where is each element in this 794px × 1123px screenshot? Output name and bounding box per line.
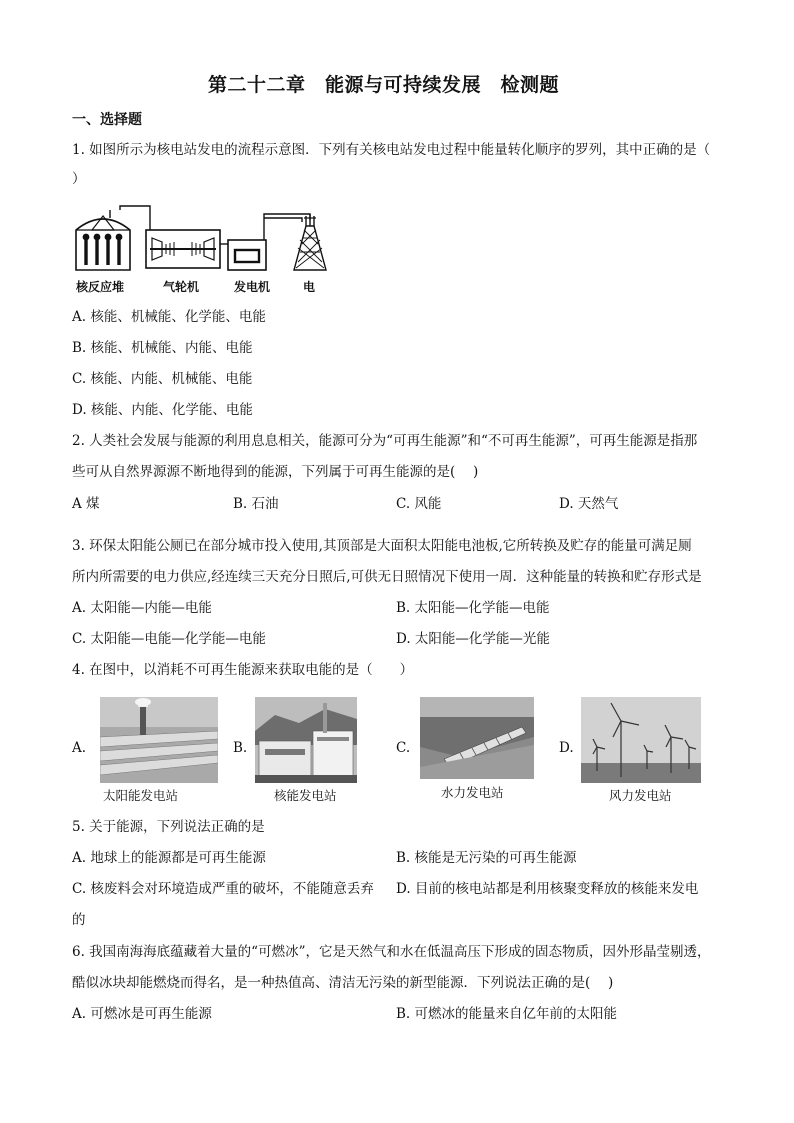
q3-option-c[interactable]: C. 太阳能—电能—化学能—电能 (72, 631, 266, 647)
hydro-plant-photo[interactable] (420, 697, 534, 779)
diagram-label-turbine: 气轮机 (163, 280, 200, 294)
q1-option-d[interactable]: D. 核能、内能、化学能、电能 (72, 402, 253, 418)
q2-stem-line2: 些可从自然界源源不断地得到的能源，下列属于可再生能源的是( ) (72, 464, 479, 480)
q5-option-b[interactable]: B. 核能是无污染的可再生能源 (396, 850, 577, 866)
page-title: 第二十二章 能源与可持续发展 检测题 (208, 74, 560, 96)
q5-option-c[interactable]: C. 核废料会对环境造成严重的破坏，不能随意丢弃 (72, 881, 374, 897)
q5-option-d-continuation: 的 (72, 912, 86, 928)
diagram-label-electricity: 电 (303, 280, 316, 294)
q5-option-a[interactable]: A. 地球上的能源都是可再生能源 (72, 850, 266, 866)
q1-option-c[interactable]: C. 核能、内能、机械能、电能 (72, 371, 253, 387)
q3-stem-line2: 所内所需要的电力供应,经连续三天充分日照后,可供无日照情况下使用一周．这种能量的转换和贮存形式是 (72, 569, 702, 585)
q4-caption-b: 核能发电站 (274, 788, 337, 803)
diagram-label-reactor: 核反应堆 (76, 280, 125, 294)
q6-stem-line2: 酷似冰块却能燃烧而得名，是一种热值高、清洁无污染的新型能源．下列说法正确的是( ) (72, 975, 614, 991)
nuclear-plant-photo[interactable] (255, 697, 357, 783)
q2-option-c[interactable]: C. 风能 (396, 496, 442, 512)
solar-plant-photo[interactable] (100, 697, 218, 783)
q3-option-d[interactable]: D. 太阳能—化学能—光能 (396, 631, 550, 647)
q5-stem: 5. 关于能源，下列说法正确的是 (72, 819, 265, 835)
turbine-icon (146, 230, 220, 268)
q2-stem-line1: 2. 人类社会发展与能源的利用息息相关，能源可分为“可再生能源”和“不可再生能源”，可再生能源是指那 (72, 433, 698, 449)
wind-farm-photo[interactable] (581, 697, 701, 783)
generator-icon (228, 240, 266, 270)
q4-stem: 4. 在图中，以消耗不可再生能源来获取电能的是（ ） (72, 662, 414, 678)
q6-option-a[interactable]: A. 可燃冰是可再生能源 (72, 1006, 212, 1022)
q4-option-d-letter[interactable]: D. (559, 740, 574, 756)
q3-option-b[interactable]: B. 太阳能—化学能—电能 (396, 600, 550, 616)
reactor-icon (76, 216, 130, 270)
q4-option-a-letter[interactable]: A. (72, 740, 87, 756)
q4-caption-c: 水力发电站 (441, 785, 504, 800)
q4-caption-d: 风力发电站 (609, 788, 672, 803)
q4-caption-a: 太阳能发电站 (103, 788, 179, 803)
q3-option-a[interactable]: A. 太阳能—内能—电能 (72, 600, 212, 616)
q2-option-d[interactable]: D. 天然气 (559, 496, 619, 512)
q3-stem-line1: 3. 环保太阳能公厕已在部分城市投入使用,其顶部是大面积太阳能电池板,它所转换及贮存的能量可满足厕 (72, 538, 692, 554)
q1-stem-line2: ） (72, 171, 86, 187)
q4-option-c-letter[interactable]: C. (396, 740, 411, 756)
q1-option-a[interactable]: A. 核能、机械能、化学能、电能 (72, 309, 266, 325)
q2-option-b[interactable]: B. 石油 (233, 496, 279, 512)
q1-stem-line1: 1. 如图所示为核电站发电的流程示意图．下列有关核电站发电过程中能量转化顺序的罗列，其中正确的是（ (72, 142, 711, 158)
q2-option-a[interactable]: A 煤 (72, 496, 100, 512)
q4-option-b-letter[interactable]: B. (233, 740, 248, 756)
diagram-label-generator: 发电机 (234, 280, 271, 294)
q6-option-b[interactable]: B. 可燃冰的能量来自亿年前的太阳能 (396, 1006, 618, 1022)
section-heading: 一、选择题 (72, 112, 142, 128)
q6-stem-line1: 6. 我国南海海底蕴藏着大量的“可燃冰”，它是天然气和水在低温高压下形成的固态物质，因外形晶莹剔透， (72, 944, 711, 960)
transmission-tower-icon (294, 214, 326, 270)
q5-option-d[interactable]: D. 目前的核电站都是利用核聚变释放的核能来发电 (396, 881, 699, 897)
q1-option-b[interactable]: B. 核能、机械能、内能、电能 (72, 340, 253, 356)
